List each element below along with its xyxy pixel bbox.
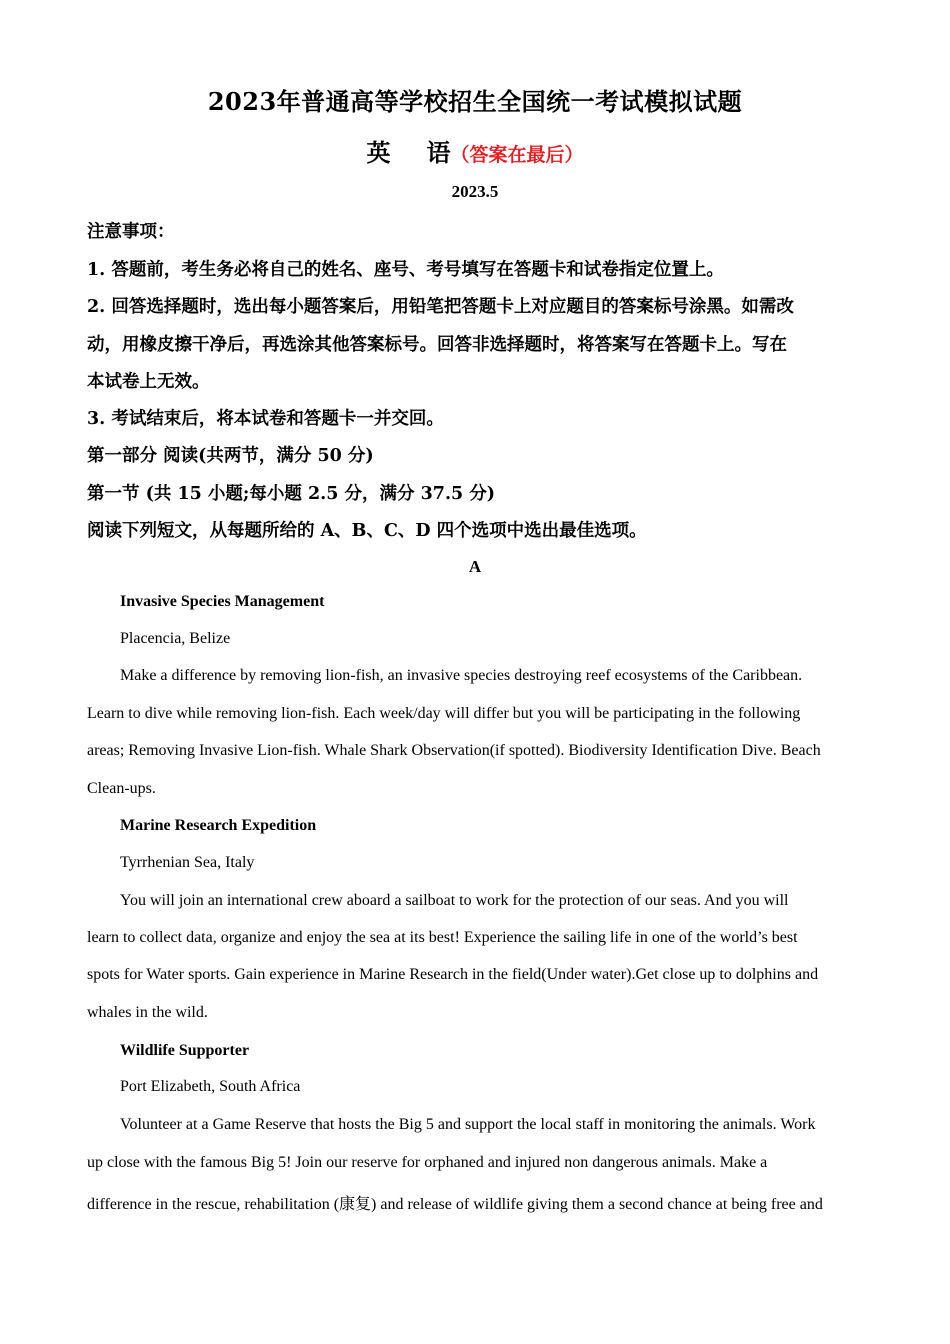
instruction: 阅读下列短文，从每题所给的 A、B、C、D 四个选项中选出最佳选项。 bbox=[87, 521, 647, 541]
notice-line: 2. 回答选择题时，选出每小题答案后，用铅笔把答题卡上对应题目的答案标号涂黑。如需改 bbox=[87, 297, 794, 317]
paragraph-line: Volunteer at a Game Reserve that hosts the Big 5 and support the local staff in monitoring the animals. Work bbox=[120, 1116, 816, 1133]
program-location: Placencia, Belize bbox=[120, 630, 231, 647]
exam-date: 2023.5 bbox=[451, 182, 499, 201]
program-title: Invasive Species Management bbox=[120, 593, 325, 610]
part-title: 第一部分 阅读(共两节，满分 50 分) bbox=[87, 446, 374, 466]
paragraph-line: Make a difference by removing lion-fish, an invasive species destroying reef ecosystems of the Caribbean. bbox=[120, 667, 803, 684]
paragraph-line: You will join an international crew aboard a sailboat to work for the protection of our seas. And you will bbox=[120, 892, 789, 909]
paragraph-line: spots for Water sports. Gain experience in Marine Research in the field(Under water).Get close up to dolphins and bbox=[87, 966, 819, 983]
notice-line: 3. 考试结束后，将本试卷和答题卡一并交回。 bbox=[87, 409, 444, 429]
exam-title: 2023年普通高等学校招生全国统一考试模拟试题 bbox=[207, 87, 743, 116]
paragraph-line: up close with the famous Big 5! Join our reserve for orphaned and injured non dangerous animals. Make a bbox=[87, 1154, 768, 1171]
notice-heading: 注意事项： bbox=[87, 222, 175, 242]
program-location: Port Elizabeth, South Africa bbox=[120, 1078, 301, 1095]
section-title: 第一节 (共 15 小题;每小题 2.5 分，满分 37.5 分) bbox=[87, 484, 496, 504]
paragraph-line: difference in the rescue, rehabilitation (康复) and release of wildlife giving them a second chance at being free and bbox=[87, 1196, 823, 1213]
notice-line: 动，用橡皮擦干净后，再选涂其他答案标号。回答非选择题时，将答案写在答题卡上。写在 bbox=[87, 335, 787, 355]
subject-char-2: 语 bbox=[426, 138, 451, 167]
notice-line: 本试卷上无效。 bbox=[87, 372, 210, 392]
passage-label: A bbox=[468, 557, 482, 576]
subject-heading bbox=[0, 133, 950, 168]
paragraph-line: areas; Removing Invasive Lion-fish. Whale Shark Observation(if spotted). Biodiversity Identification Dive. Beach bbox=[87, 742, 821, 759]
paragraph-line: Learn to dive while removing lion-fish. Each week/day will differ but you will be participating in the following bbox=[87, 705, 801, 722]
notice-line: 1. 答题前，考生务必将自己的姓名、座号、考号填写在答题卡和试卷指定位置上。 bbox=[87, 260, 724, 280]
program-title: Marine Research Expedition bbox=[120, 817, 317, 834]
program-location: Tyrrhenian Sea, Italy bbox=[120, 854, 255, 871]
paragraph-line: learn to collect data, organize and enjoy the sea at its best! Experience the sailing life in one of the world’s best bbox=[87, 929, 798, 946]
paragraph-line: Clean-ups. bbox=[87, 780, 156, 797]
paragraph-line: whales in the wild. bbox=[87, 1004, 208, 1021]
program-title: Wildlife Supporter bbox=[120, 1042, 250, 1059]
subject-char-1: 英 bbox=[366, 138, 391, 167]
answer-note: （答案在最后） bbox=[450, 144, 584, 166]
